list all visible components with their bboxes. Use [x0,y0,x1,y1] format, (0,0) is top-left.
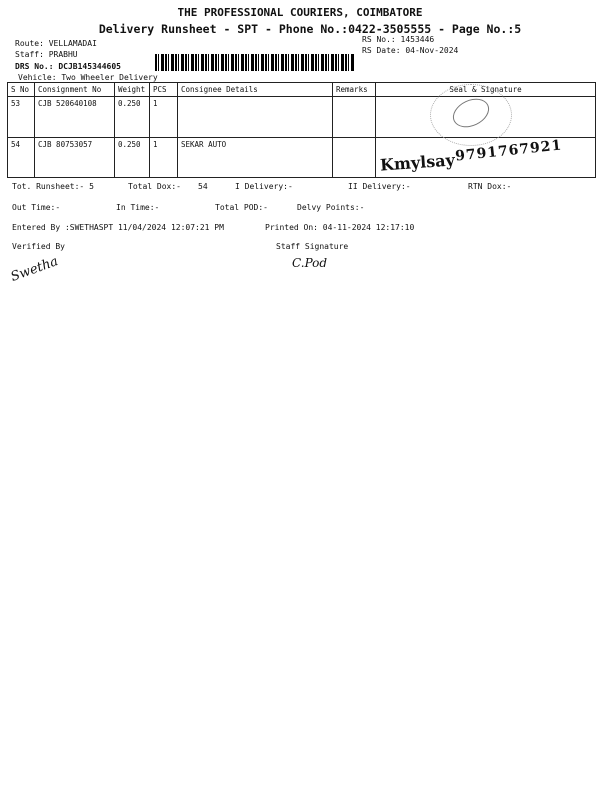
col-pcs: PCS [150,83,178,97]
verified-by-label: Verified By [12,242,65,251]
cell-remarks [333,97,376,138]
in-time: In Time:- [116,203,160,212]
entered-by: Entered By :SWETHASPT 11/04/2024 12:07:21 PM [12,223,224,232]
runsheet-table [7,82,596,178]
cell-remarks [333,138,376,178]
phone-handwriting: 9791767921 [454,137,563,165]
cell-consignment: CJB 80753057 [35,138,115,178]
tot-runsheet: Tot. Runsheet:- 5 [12,182,94,191]
runsheet-title: Delivery Runsheet - SPT - Phone No.:0422-3505555 - Page No.:5 [98,22,522,36]
receiver-handwriting: Kmylsay [379,150,456,175]
rs-number: RS No.: 1453446 [362,35,435,44]
cell-sno: 53 [8,97,35,138]
cell-consignment: CJB 520640108 [35,97,115,138]
table-header-row [8,83,596,97]
cell-pcs: 1 [150,97,178,138]
cell-consignee: SEKAR AUTO [178,138,333,178]
company-title: THE PROFESSIONAL COURIERS, COIMBATORE [177,6,423,19]
total-dox-value: 54 [198,182,208,191]
route-label: Route: VELLAMADAI [15,39,97,48]
cell-sno: 54 [8,138,35,178]
cell-pcs: 1 [150,138,178,178]
drs-number: DRS No.: DCJB145344605 [15,62,121,71]
col-sno: S No [8,83,35,97]
ii-delivery: II Delivery:- [348,182,411,191]
i-delivery: I Delivery:- [235,182,293,191]
col-consignee-details: Consignee Details [178,83,333,97]
verified-signature: Swetha [8,254,61,285]
total-pod: Total POD:- [215,203,268,212]
out-time: Out Time:- [12,203,61,212]
col-seal-signature: Seal & Signature [376,83,596,97]
rs-date: RS Date: 04-Nov-2024 [362,46,459,55]
staff-signature-label: Staff Signature [276,242,349,251]
cell-consignee [178,97,333,138]
delvy-points: Delvy Points:- [297,203,365,212]
barcode [155,54,355,71]
vehicle-label: Vehicle: Two Wheeler Delivery [18,73,158,82]
col-remarks: Remarks [333,83,376,97]
staff-signature: C.Pod [292,256,328,270]
col-consignment-no: Consignment No [35,83,115,97]
cell-weight: 0.250 [115,138,150,178]
cell-weight: 0.250 [115,97,150,138]
total-dox-label: Total Dox:- [128,182,181,191]
printed-on: Printed On: 04-11-2024 12:17:10 [265,223,415,232]
col-weight: Weight [115,83,150,97]
staff-label: Staff: PRABHU [15,50,78,59]
rtn-dox: RTN Dox:- [468,182,512,191]
